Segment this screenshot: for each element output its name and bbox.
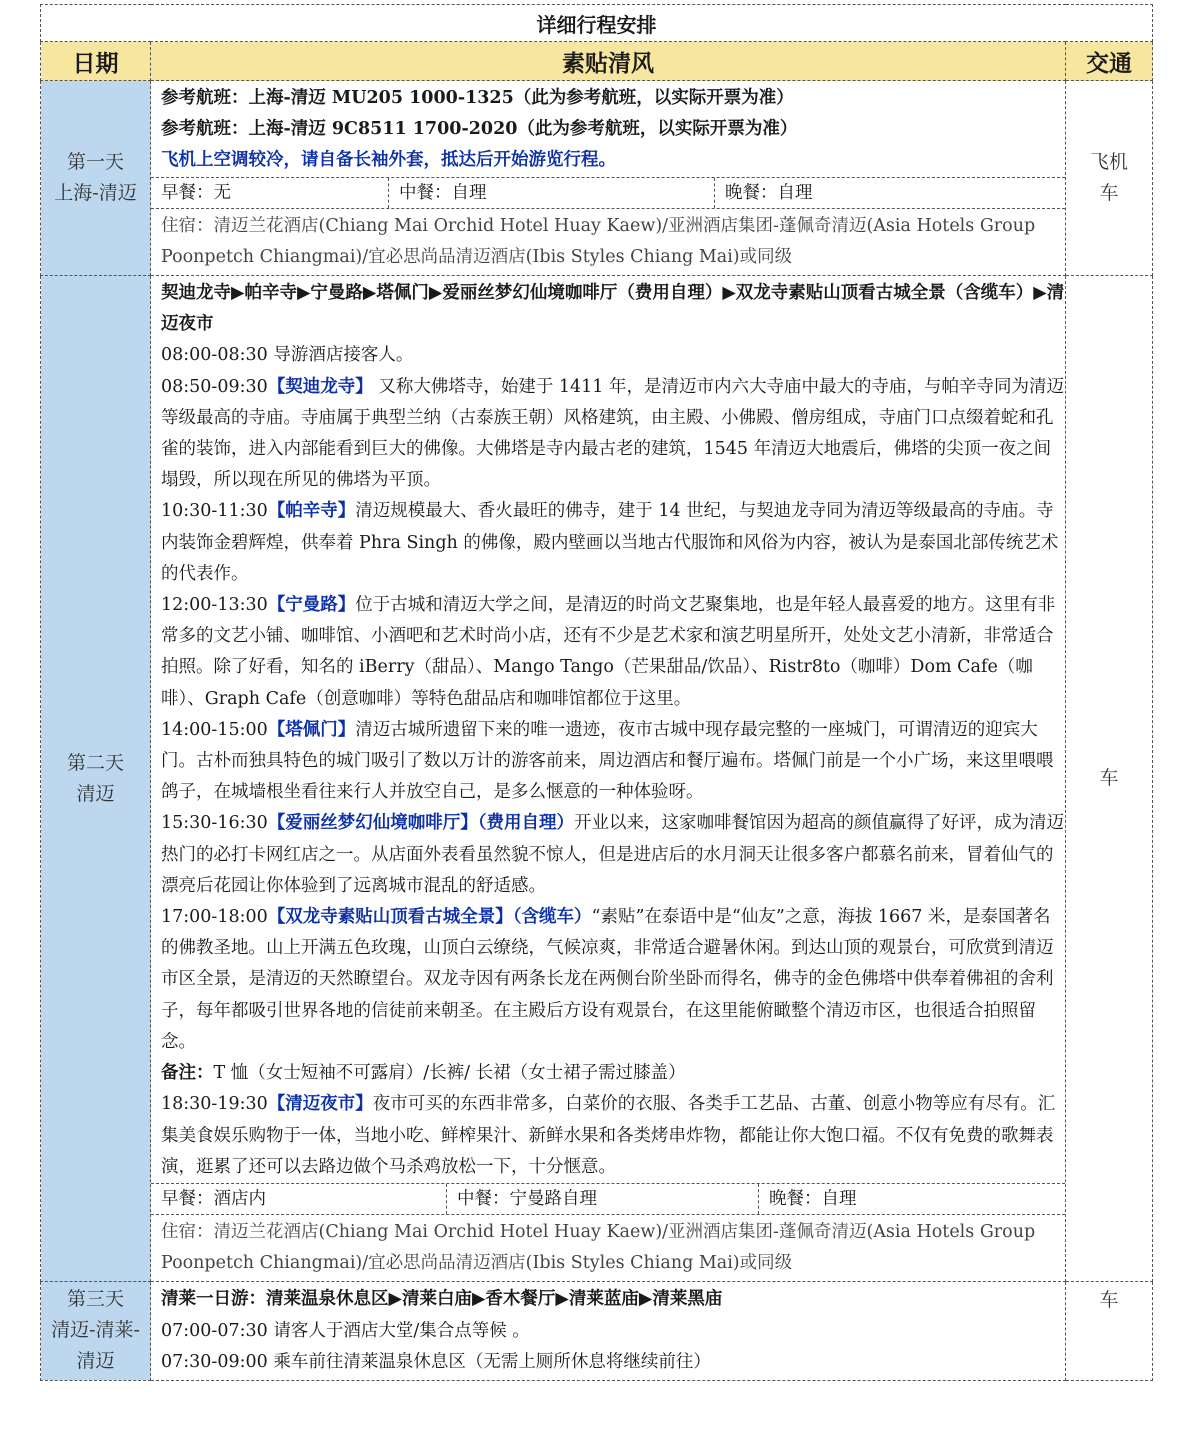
item-text: 又称大佛塔寺，始建于 1411 年，是清迈市内六大寺庙中最大的寺庙，与帕辛寺同为清迈等级最高的寺庙。寺庙属于典型兰纳（古泰族王朝）风格建筑，由主殿、小佛殿、僧房组成，寺庙门口点缀着蛇和孔雀的装饰，进入内部能看到巨大的佛像。大佛塔是寺内最古老的建筑，1545 年清迈大地震后，佛塔的尖顶一夜之间塌毁，所以现在所见的佛塔为平顶。 (161, 376, 1065, 491)
hotel-text: 住宿：清迈兰花酒店(Chiang Mai Orchid Hotel Huay Kaew)/亚洲酒店集团-蓬佩奇清迈(Asia Hotels Group Poonpetch Chiangmai)/宜必思尚品清迈酒店(Ibis Styles Chiang Mai)或同级 (161, 1221, 1036, 1274)
schedule-item (161, 496, 1065, 590)
item-text: 位于古城和清迈大学之间，是清迈的时尚文艺聚集地，也是年轻人最喜爱的地方。这里有非常多的文艺小铺、咖啡馆、小酒吧和艺术时尚小店，还有不少是艺术家和演艺明星所开，处处文艺小清新，非常适合拍照。除了好看，知名的 iBerry（甜品）、Mango Tango（芒果甜品/饮品）、Ristr8to（咖啡）Dom Cafe（咖啡）、Graph Cafe（创意咖啡）等特色甜品店和咖啡馆都位于这里。 (161, 595, 1056, 709)
transport-cell-2: 车 (1066, 276, 1153, 1282)
item-text: 开业以来，这家咖啡餐馆因为超高的颜值赢得了好评，成为清迈热门的必打卡网红店之一。从店面外表看虽然貌不惊人，但是进店后的水月洞天让很多客户都慕名前来，冒着仙气的漂亮后花园让你体验到了远离城市混乱的舒适感。 (161, 813, 1065, 896)
transport-cell-1 (1066, 81, 1153, 276)
transport-cell-3: 车 (1066, 1282, 1153, 1381)
item-time: 12:00-13:30 (161, 595, 268, 616)
item-text: 请客人于酒店大堂/集合点等候 。 (267, 1320, 530, 1341)
flight-line: 参考航班：上海-清迈 9C8511 1700-2020（此为参考航班，以实际开票为准） (161, 119, 798, 140)
schedule-item (161, 715, 1065, 809)
remark-label: 备注： (161, 1063, 214, 1084)
transport-plane: 飞机 (1090, 151, 1129, 173)
itinerary-sheet (40, 4, 1152, 1430)
schedule-item (161, 340, 1065, 371)
item-time: 08:50-09:30 (161, 376, 268, 397)
day-route: 清迈-清莱-清迈 (51, 1319, 140, 1373)
item-name: 【清迈夜市】 (267, 1094, 373, 1115)
day-headline: 契迪龙寺▶帕辛寺▶宁曼路▶塔佩门▶爱丽丝梦幻仙境咖啡厅（费用自理）▶双龙寺素贴山顶看古城全景（含缆车）▶清迈夜市 (161, 283, 1065, 335)
header-row (41, 42, 1153, 81)
table-title: 详细行程安排 (41, 5, 1153, 42)
meals-row (151, 177, 1065, 209)
lunch: 中餐：宁曼路自理 (447, 1184, 759, 1214)
item-name: 【帕辛寺】 (267, 501, 356, 522)
item-text: 导游酒店接客人。 (267, 345, 414, 366)
day-route: 上海-清迈 (54, 182, 137, 204)
day-content-3 (151, 1282, 1066, 1381)
item-name: 【塔佩门】 (267, 719, 356, 740)
day-label: 第二天 (66, 751, 124, 774)
day-headline: 清莱一日游：清莱温泉休息区▶清莱白庙▶香木餐厅▶清莱蓝庙▶清莱黑庙 (161, 1289, 723, 1310)
header-transport: 交通 (1066, 42, 1153, 81)
item-time: 17:00-18:00 (161, 907, 268, 928)
day-label: 第三天 (66, 1288, 124, 1311)
item-text: 夜市可买的东西非常多，白菜价的衣服、各类手工艺品、古董、创意小物等应有尽有。汇集美食娱乐购物于一体，当地小吃、鲜榨果汁、新鲜水果和各类烤串炸物，都能让你大饱口福。不仅有免费的歌舞表演，逛累了还可以去路边做个马杀鸡放松一下，十分惬意。 (161, 1094, 1056, 1177)
item-text: 清迈古城所遗留下来的唯一遗迹，夜市古城中现存最完整的一座城门，可谓清迈的迎宾大门。古朴而独具特色的城门吸引了数以万计的游客前来，周边酒店和餐厅遍布。塔佩门前是一个小广场，来这里喂喂鸽子，在城墙根坐看往来行人并放空自己，是多么惬意的一种体验呀。 (161, 719, 1054, 803)
header-theme: 素贴清风 (151, 42, 1066, 81)
item-time: 14:00-15:00 (161, 719, 268, 740)
day-row-3 (41, 1282, 1153, 1381)
day-route: 清迈 (76, 782, 115, 805)
day-cell-3 (41, 1282, 151, 1381)
day-row-1 (41, 81, 1153, 276)
breakfast: 早餐：无 (151, 178, 389, 208)
item-name: 【爱丽丝梦幻仙境咖啡厅】（费用自理） (267, 813, 575, 834)
day-label: 第一天 (66, 151, 124, 173)
remark-text: T 恤（女士短袖不可露肩）/长裤/ 长裙（女士裙子需过膝盖） (213, 1063, 686, 1084)
schedule-item (161, 1089, 1065, 1183)
item-text: 乘车前往清莱温泉休息区（无需上厕所休息将继续前往） (267, 1351, 711, 1372)
flight-line: 参考航班：上海-清迈 MU205 1000-1325（此为参考航班，以实际开票为准） (161, 88, 794, 108)
item-name: 【双龙寺素贴山顶看古城全景】（含缆车） (267, 907, 592, 928)
lunch: 中餐：自理 (389, 178, 715, 208)
schedule-item (161, 372, 1065, 497)
schedule-item (161, 590, 1065, 715)
schedule-item (161, 902, 1065, 1058)
meals-row (151, 1183, 1065, 1215)
item-time: 10:30-11:30 (161, 501, 268, 522)
header-date: 日期 (41, 42, 151, 81)
item-time: 08:00-08:30 (161, 345, 268, 366)
dinner: 晚餐：自理 (769, 1188, 857, 1209)
day-cell-1 (41, 81, 151, 276)
dinner: 晚餐：自理 (725, 182, 813, 203)
breakfast: 早餐：酒店内 (151, 1184, 447, 1214)
hotel-text: 住宿：清迈兰花酒店(Chiang Mai Orchid Hotel Huay Kaew)/亚洲酒店集团-蓬佩奇清迈(Asia Hotels Group Poonpetch Chiangmai)/宜必思尚品清迈酒店(Ibis Styles Chiang Mai)或同级 (161, 215, 1036, 267)
notice-text: 飞机上空调较冷，请自备长袖外套，抵达后开始游览行程。 (161, 150, 616, 171)
remark (161, 1058, 1065, 1089)
item-time: 07:00-07:30 (161, 1320, 268, 1341)
itinerary-table (40, 4, 1153, 1381)
day-cell-2 (41, 276, 151, 1282)
item-time: 07:30-09:00 (161, 1351, 268, 1372)
item-time: 15:30-16:30 (161, 813, 268, 834)
item-text: 清迈规模最大、香火最旺的佛寺，建于 14 世纪，与契迪龙寺同为清迈等级最高的寺庙。寺内装饰金碧辉煌，供奉着 Phra Singh 的佛像，殿内壁画以当地古代服饰和风俗为内容，被认为是泰国北部传统艺术的代表作。 (161, 501, 1059, 584)
item-name: 【契迪龙寺】 (267, 376, 373, 397)
day-content-2 (151, 276, 1066, 1282)
schedule-item (161, 1347, 1065, 1378)
item-name: 【宁曼路】 (267, 595, 356, 616)
day-content-1 (151, 81, 1066, 276)
schedule-item (161, 1316, 1065, 1347)
item-text: “素贴”在泰语中是“仙友”之意，海拔 1667 米，是泰国著名的佛教圣地。山上开满五色玫瑰，山顶白云缭绕，气候凉爽，非常适合避暑休闲。到达山顶的观景台，可欣赏到清迈市区全景，是清迈的天然瞭望台。双龙寺因有两条长龙在两侧台阶坐卧而得名，佛寺的金色佛塔中供奉着佛祖的舍利子，每年都吸引世界各地的信徒前来朝圣。在主殿后方设有观景台，在这里能俯瞰整个清迈市区，也很适合拍照留念。 (161, 907, 1054, 1052)
schedule-item (161, 808, 1065, 902)
day-row-2 (41, 276, 1153, 1282)
transport-car: 车 (1099, 182, 1119, 204)
item-time: 18:30-19:30 (161, 1094, 268, 1115)
